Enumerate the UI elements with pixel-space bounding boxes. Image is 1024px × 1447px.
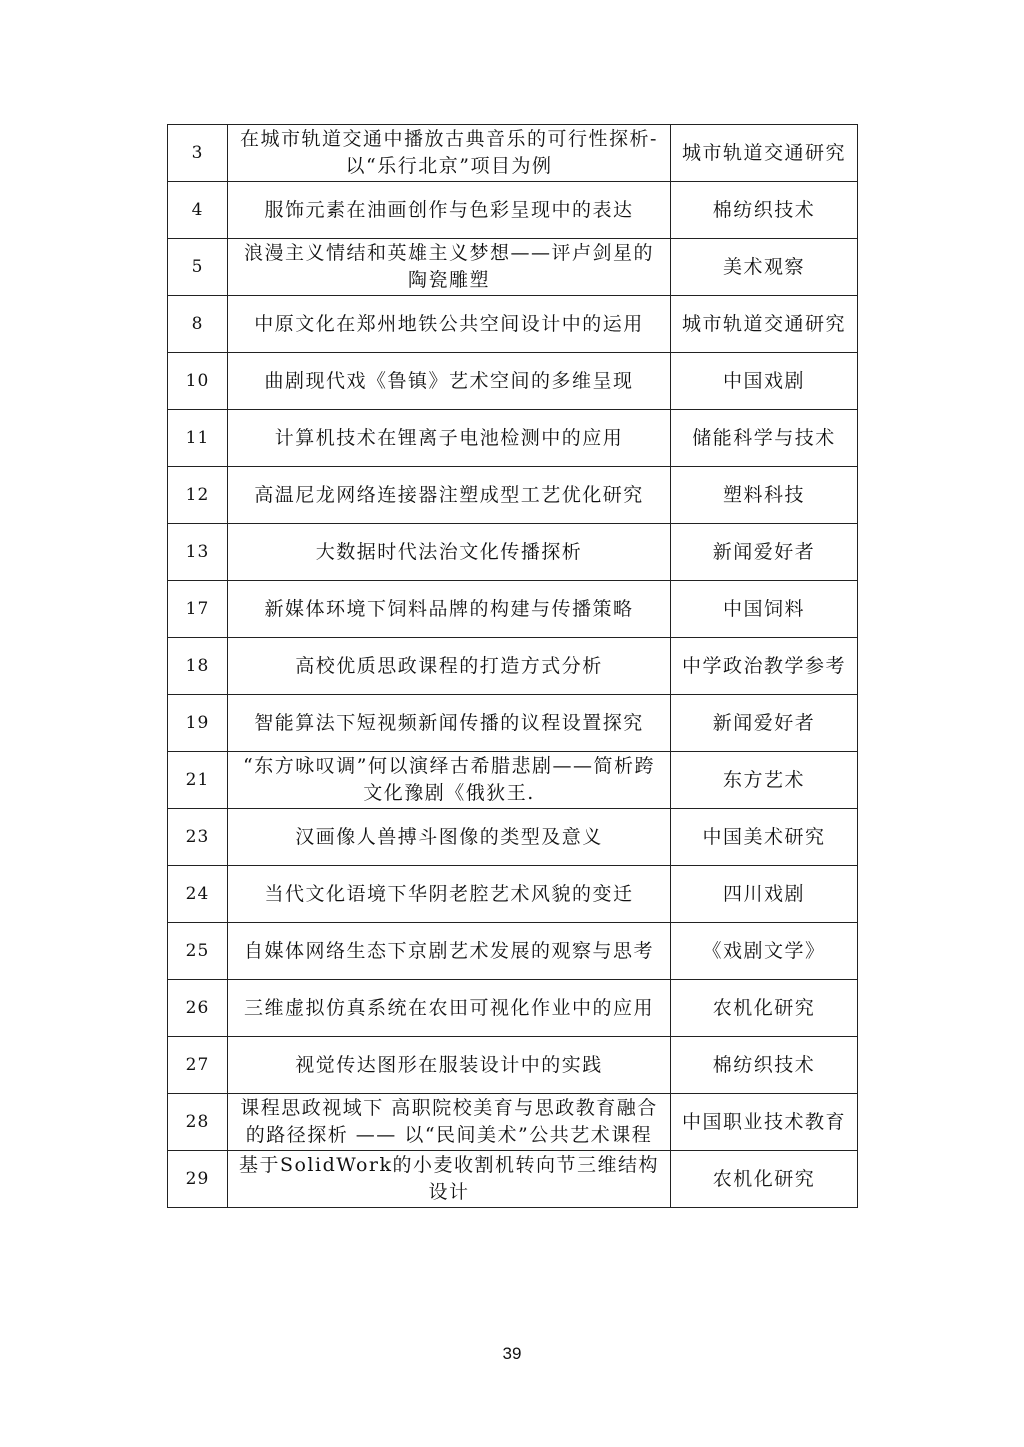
article-title-line: 服饰元素在油画创作与色彩呈现中的表达 <box>264 198 634 221</box>
article-title-cell <box>228 1037 671 1094</box>
article-title-line: 曲剧现代戏《鲁镇》艺术空间的多维呈现 <box>264 369 634 392</box>
article-title-line: 高校优质思政课程的打造方式分析 <box>295 654 603 677</box>
row-number-cell: 23 <box>168 809 228 866</box>
article-title-cell <box>228 296 671 353</box>
article-title-line: 自媒体网络生态下京剧艺术发展的观察与思考 <box>243 939 654 962</box>
article-title-line: 三维虚拟仿真系统在农田可视化作业中的应用 <box>243 996 654 1019</box>
table-row <box>168 524 858 581</box>
article-title-line: 基于SolidWork的小麦收割机转向节三维结构 <box>238 1154 660 1176</box>
journal-name-cell: 储能科学与技术 <box>671 410 858 467</box>
article-title-line: 设计 <box>428 1181 470 1203</box>
article-title-cell <box>228 524 671 581</box>
page-number: 39 <box>502 1344 522 1363</box>
row-number-cell: 24 <box>168 866 228 923</box>
table-row <box>168 581 858 638</box>
journal-name-cell: 农机化研究 <box>671 980 858 1037</box>
row-number-cell: 12 <box>168 467 228 524</box>
article-title-line: 浪漫主义情结和英雄主义梦想——评卢剑星的 <box>243 242 654 264</box>
article-title-line: 陶瓷雕塑 <box>407 269 490 291</box>
table-row <box>168 638 858 695</box>
article-title-cell <box>228 410 671 467</box>
article-title-line: 大数据时代法治文化传播探析 <box>315 540 583 563</box>
article-title-line: 课程思政视域下 高职院校美育与思政教育融合 <box>240 1097 658 1119</box>
article-title-cell <box>228 809 671 866</box>
table-row <box>168 809 858 866</box>
article-title-line: 汉画像人兽搏斗图像的类型及意义 <box>295 825 603 848</box>
table-row <box>168 980 858 1037</box>
journal-name-cell: 中学政治教学参考 <box>671 638 858 695</box>
publication-table <box>167 124 858 1208</box>
article-title-cell <box>228 239 671 296</box>
row-number-cell: 28 <box>168 1094 228 1151</box>
article-title-line: 文化豫剧《俄狄王. <box>363 782 535 804</box>
table-row <box>168 923 858 980</box>
row-number-cell: 4 <box>168 182 228 239</box>
row-number-cell: 17 <box>168 581 228 638</box>
row-number-cell: 3 <box>168 125 228 182</box>
row-number-cell: 19 <box>168 695 228 752</box>
article-title-cell <box>228 980 671 1037</box>
table-row <box>168 239 858 296</box>
row-number-cell: 25 <box>168 923 228 980</box>
journal-name-cell: 中国职业技术教育 <box>671 1094 858 1151</box>
article-title-cell <box>228 125 671 182</box>
journal-name-cell: 东方艺术 <box>671 752 858 809</box>
article-title-cell <box>228 866 671 923</box>
row-number-cell: 21 <box>168 752 228 809</box>
journal-name-cell: 《戏剧文学》 <box>671 923 858 980</box>
article-title-cell <box>228 638 671 695</box>
row-number-cell: 27 <box>168 1037 228 1094</box>
article-title-line: 视觉传达图形在服装设计中的实践 <box>295 1053 603 1076</box>
row-number-cell: 29 <box>168 1151 228 1208</box>
article-title-cell <box>228 1151 671 1208</box>
table-row <box>168 1151 858 1208</box>
journal-name-cell: 四川戏剧 <box>671 866 858 923</box>
table-row <box>168 752 858 809</box>
row-number-cell: 5 <box>168 239 228 296</box>
article-title-cell <box>228 467 671 524</box>
table-row <box>168 410 858 467</box>
journal-name-cell: 中国戏剧 <box>671 353 858 410</box>
journal-name-cell: 中国美术研究 <box>671 809 858 866</box>
article-title-cell <box>228 695 671 752</box>
article-title-cell <box>228 752 671 809</box>
article-title-line: 在城市轨道交通中播放古典音乐的可行性探析- <box>240 128 658 150</box>
table-row <box>168 866 858 923</box>
article-title-line: 的路径探析 —— 以“民间美术”公共艺术课程 <box>245 1124 653 1146</box>
row-number-cell: 11 <box>168 410 228 467</box>
journal-name-cell: 农机化研究 <box>671 1151 858 1208</box>
article-title-cell <box>228 182 671 239</box>
table-row <box>168 467 858 524</box>
table-row <box>168 695 858 752</box>
journal-name-cell: 棉纺织技术 <box>671 182 858 239</box>
article-title-cell <box>228 581 671 638</box>
article-title-line: 新媒体环境下饲料品牌的构建与传播策略 <box>264 597 634 620</box>
row-number-cell: 10 <box>168 353 228 410</box>
article-title-cell <box>228 923 671 980</box>
journal-name-cell: 新闻爱好者 <box>671 524 858 581</box>
journal-name-cell: 城市轨道交通研究 <box>671 296 858 353</box>
journal-name-cell: 中国饲料 <box>671 581 858 638</box>
row-number-cell: 26 <box>168 980 228 1037</box>
article-title-line: “东方咏叹调”何以演绎古希腊悲剧——简析跨 <box>243 755 655 777</box>
journal-name-cell: 美术观察 <box>671 239 858 296</box>
article-title-line: 中原文化在郑州地铁公共空间设计中的运用 <box>254 312 644 335</box>
table-row <box>168 353 858 410</box>
table-row <box>168 125 858 182</box>
article-title-line: 智能算法下短视频新闻传播的议程设置探究 <box>254 711 644 734</box>
article-title-line: 以“乐行北京”项目为例 <box>345 155 553 177</box>
row-number-cell: 8 <box>168 296 228 353</box>
article-title-cell <box>228 1094 671 1151</box>
article-title-line: 当代文化语境下华阴老腔艺术风貌的变迁 <box>264 882 634 905</box>
journal-name-cell: 新闻爱好者 <box>671 695 858 752</box>
journal-name-cell: 城市轨道交通研究 <box>671 125 858 182</box>
article-title-line: 高温尼龙网络连接器注塑成型工艺优化研究 <box>254 483 644 506</box>
journal-name-cell: 塑料科技 <box>671 467 858 524</box>
table-row <box>168 1094 858 1151</box>
article-title-line: 计算机技术在锂离子电池检测中的应用 <box>274 426 624 449</box>
table-row <box>168 182 858 239</box>
table-row <box>168 1037 858 1094</box>
table-row <box>168 296 858 353</box>
article-title-cell <box>228 353 671 410</box>
table-body <box>168 125 858 1208</box>
journal-name-cell: 棉纺织技术 <box>671 1037 858 1094</box>
row-number-cell: 13 <box>168 524 228 581</box>
row-number-cell: 18 <box>168 638 228 695</box>
